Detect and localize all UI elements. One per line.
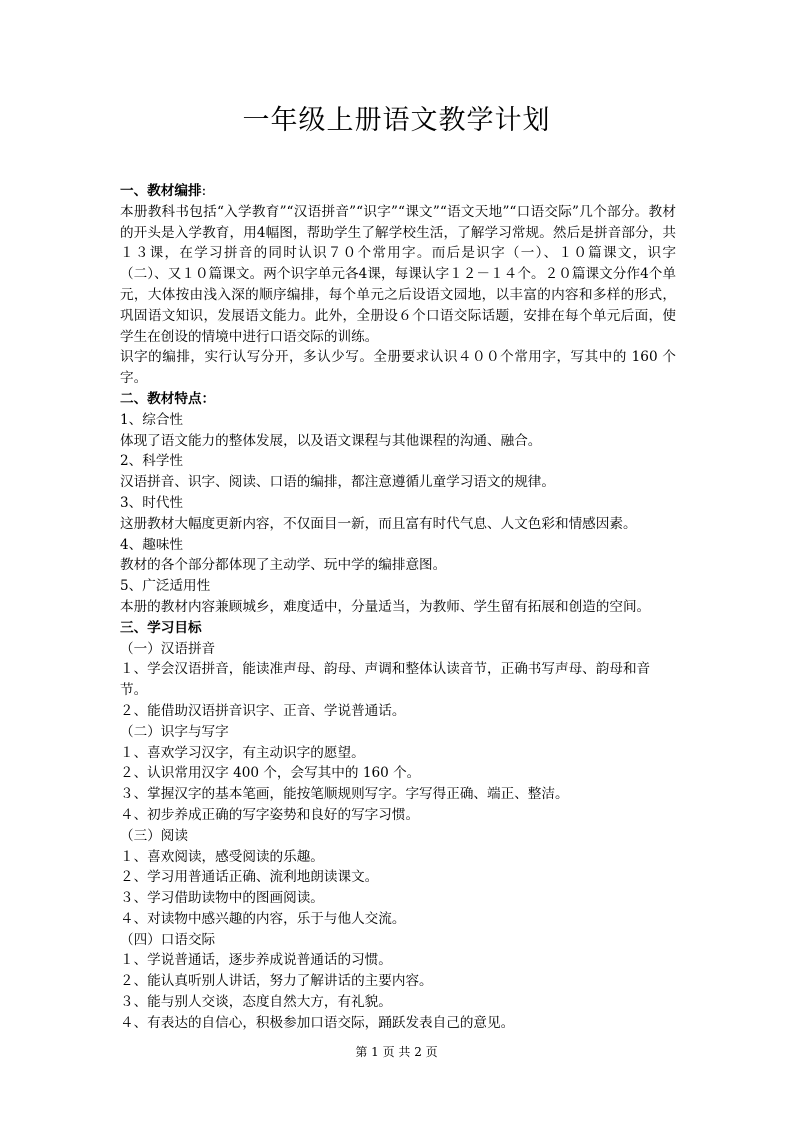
section-1-heading: 一、教材编排	[120, 183, 202, 199]
goal-group-1-label: （一）汉语拼音	[120, 640, 216, 657]
goal-4-3: ３、能与别人交谈，态度自然大方，有礼貌。	[120, 994, 392, 1011]
feature-2-text: 汉语拼音、识字、阅读、口语的编排，都注意遵循儿童学习语文的规律。	[120, 474, 555, 491]
goal-2-1: １、喜欢学习汉字，有主动识字的愿望。	[120, 744, 365, 761]
section-1-heading-colon: :	[201, 183, 207, 199]
goal-3-1: １、喜欢阅读，感受阅读的乐趣。	[120, 848, 324, 865]
feature-4-label: 4、趣味性	[120, 536, 184, 553]
goal-3-3: ３、学习借助读物中的图画阅读。	[120, 890, 324, 907]
page-footer: 第 1 页 共 2 页	[355, 1045, 438, 1059]
section-1-paragraph-1: 本册教科书包括“入学教育”“汉语拼音”“识字”“课文”“语文天地”“口语交际”几个部分。教材的开头是入学教育，用4幅图，帮助学生了解学校生活，了解学习常规。然后是拼音部分，共１３课，在学习拼音的同时认识７０个常用字。而后是识字（一）、１０篇课文，识字（二）、又１０篇课文。两个识字单元各4课，每课认字１２－１４个。２０篇课文分作4个单元，大体按由浅入深的顺序编排，每个单元之后设语文园地，以丰富的内容和多样的形式，巩固语文知识，发展语文能力。此外，全册设６个口语交际话题，安排在每个单元后面，使学生在创设的情境中进行口语交际的训练。	[120, 203, 676, 345]
section-1-heading-line	[120, 181, 676, 202]
feature-1-text: 体现了语文能力的整体发展，以及语文课程与其他课程的沟通、融合。	[120, 432, 542, 449]
goal-group-3-label: （三）阅读	[120, 827, 188, 844]
section-2-heading: 二、教材特点：	[120, 390, 216, 407]
goal-2-3: ３、掌握汉字的基本笔画，能按笔顺规则写字。字写得正确、端正、整洁。	[120, 786, 569, 803]
goal-4-2: ２、能认真听别人讲话，努力了解讲话的主要内容。	[120, 973, 433, 990]
goal-3-2: ２、学习用普通话正确、流利地朗读课文。	[120, 869, 379, 886]
goal-4-4: ４、有表达的自信心，积极参加口语交际，踊跃发表自己的意见。	[120, 1014, 515, 1031]
section-3-heading: 三、学习目标	[120, 619, 202, 636]
goal-1-1: １、学会汉语拼音，能读准声母、韵母、声调和整体认读音节，正确书写声母、韵母和音节。	[120, 661, 651, 699]
goal-group-2-label: （二）识字与写字	[120, 723, 229, 740]
feature-4-text: 教材的各个部分都体现了主动学、玩中学的编排意图。	[120, 557, 447, 574]
feature-1-label: 1、综合性	[120, 411, 184, 428]
feature-3-label: 3、时代性	[120, 494, 184, 511]
goal-2-2: ２、认识常用汉字 400 个，会写其中的 160 个。	[120, 765, 421, 782]
goal-1-2: ２、能借助汉语拼音识字、正音、学说普通话。	[120, 702, 406, 719]
goal-3-4: ４、对读物中感兴趣的内容，乐于与他人交流。	[120, 910, 406, 927]
feature-5-text: 本册的教材内容兼顾城乡，难度适中，分量适当，为教师、学生留有拓展和创造的空间。	[120, 598, 651, 615]
feature-5-label: 5、广泛适用性	[120, 578, 211, 595]
section-1-paragraph-2: 识字的编排，实行认写分开，多认少写。全册要求认识４００个常用字，写其中的 160 个字。	[120, 349, 676, 387]
feature-3-text: 这册教材大幅度更新内容，不仅面目一新，而且富有时代气息、人文色彩和情感因素。	[120, 515, 637, 532]
feature-2-label: 2、科学性	[120, 453, 184, 470]
goal-2-4: ４、初步养成正确的写字姿势和良好的写字习惯。	[120, 806, 420, 823]
goal-4-1: １、学说普通话，逐步养成说普通话的习惯。	[120, 952, 392, 969]
document-title: 一年级上册语文教学计划	[242, 105, 551, 136]
document-body	[120, 181, 676, 1034]
goal-group-4-label: （四）口语交际	[120, 931, 216, 948]
